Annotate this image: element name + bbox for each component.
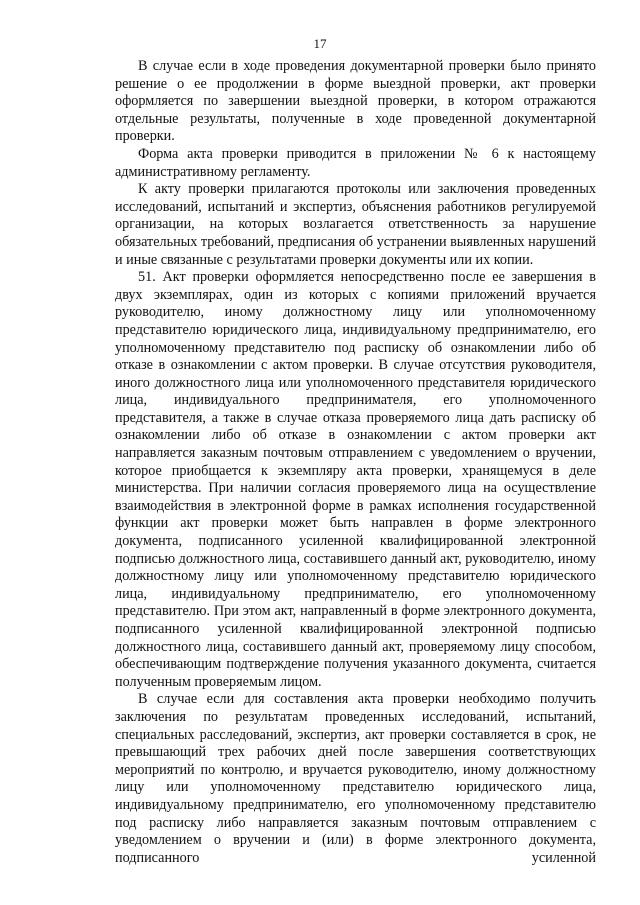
paragraph-item-51: 51. Акт проверки оформляется непосредственно после ее завершения в двух экземплярах, один из которых с копиями приложений вручается руководителю, иному должностному лицу или уполномоченному представителю юридического лица, индивидуальному предпринимателю, его уполномоченному представителю под расписку об ознакомлении либо об отказе в ознакомлении с актом проверки. В случае отсутствия руководителя, иного должностного лица или уполномоченного представителя юридического лица, индивидуального предпринимателя, его уполномоченного представителя, а также в случае отказа проверяемого лица дать расписку об ознакомлении либо об отказе в ознакомлении с актом проверки акт направляется заказным почтовым отправлением с уведомлением о вручении, которое приобщается к экземпляру акта проверки, хранящемуся в деле министерства. При наличии согласия проверяемого лица на осуществление взаимодействия в электронной форме в рамках исполнения государственной функции акт проверки может быть направлен в форме электронного документа, подписанного усиленной квалифицированной электронной подписью должностного лица, составившего данный акт, руководителю, иному должностному лицу или уполномоченному представителю юридического лица, индивидуальному предпринимателю, его уполномоченному представителю. При этом акт, направленный в форме электронного документа, подписанного усиленной квалифицированной электронной подписью должностного лица, составившего данный акт, проверяемому лицу способом, обеспечивающим подтверждение получения указанного документа, считается полученным проверяемым лицом.	[115, 269, 596, 690]
paragraph-act-attachments: К акту проверки прилагаются протоколы или заключения проведенных исследований, испытаний и экспертиз, объяснения работников регулируемой организации, на которых возлагается ответственность за нарушение обязательных требований, предписания об устранении выявленных нарушений и иные связанные с результатами проверки документы или их копии.	[115, 181, 596, 268]
paragraph-act-form: Форма акта проверки приводится в приложении № 6 к настоящему административному регламенту.	[115, 145, 596, 180]
page-number: 17	[313, 36, 327, 51]
paragraph-documentary-check: В случае если в ходе проведения документарной проверки было принято решение о ее продолжении в форме выездной проверки, акт проверки оформляется по завершении выездной проверки, в котором отражаются отдельные результаты, полученные в ходе проведенной документарной проверки.	[115, 58, 596, 145]
body-text	[115, 58, 596, 867]
paragraph-act-deadline: В случае если для составления акта проверки необходимо получить заключения по результатам проведенных исследований, испытаний, специальных расследований, экспертиз, акт проверки составляется в срок, не превышающий трех рабочих дней после завершения соответствующих мероприятий по контролю, и вручается руководителю, иному должностному лицу или уполномоченному представителю юридического лица, индивидуальному предпринимателю, его уполномоченному представителю под расписку либо направляется заказным почтовым отправлением с уведомлением о вручении и (или) в форме электронного документа, подписанного усиленной	[115, 691, 596, 866]
